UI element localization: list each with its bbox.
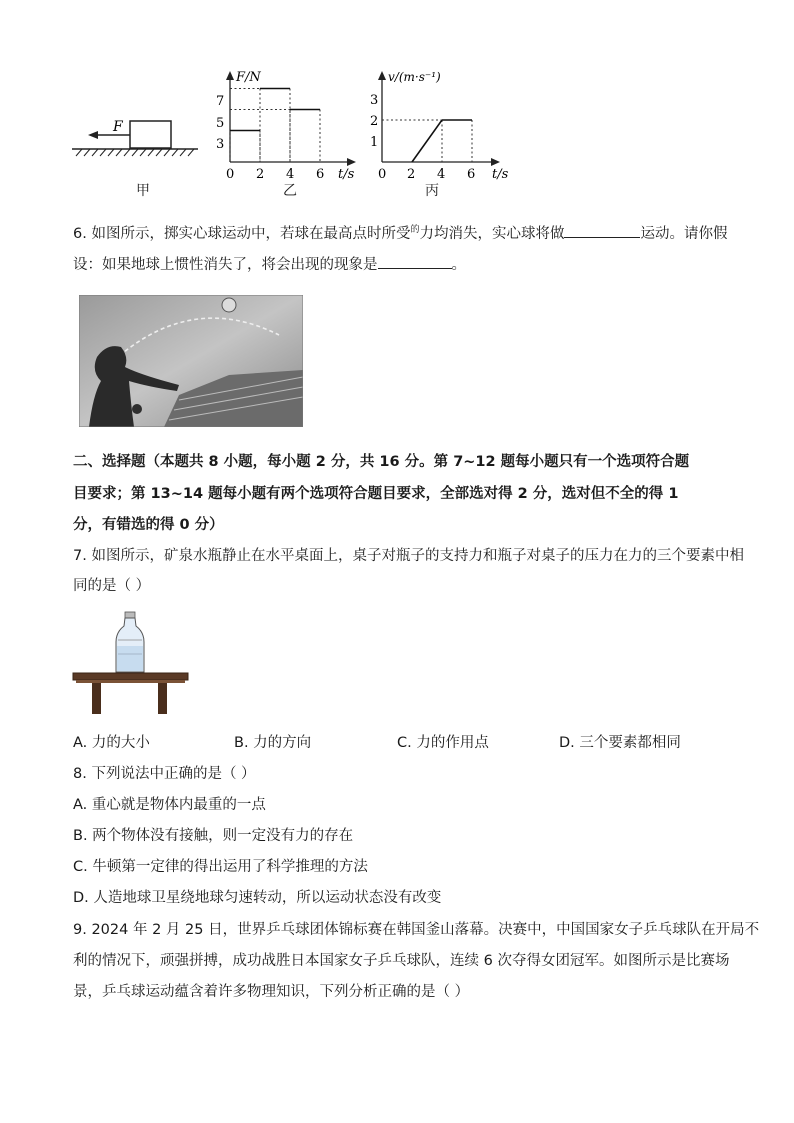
water-bottle [116, 612, 144, 672]
yi-y-tick: 7 [216, 94, 225, 109]
bing-y-tick: 1 [370, 135, 379, 150]
q8-option-c[interactable]: C. 牛顿第一定律的得出运用了科学推理的方法 [73, 859, 368, 875]
data-segment [412, 120, 442, 162]
table-top [73, 673, 188, 680]
figure-yi-graph [210, 66, 360, 184]
q6-line-1: 6. 如图所示，掷实心球运动中，若球在最高点时所受$^的$力均消失，实心球将做 运动。请你假 [73, 220, 727, 244]
bing-y-arrow [378, 71, 386, 80]
yi-y-axis-label: F/N [236, 70, 261, 85]
q7-option-b[interactable]: B. 力的方向 [234, 735, 312, 751]
figure-yi-caption: 乙 [283, 183, 297, 199]
q8-stem: 8. 下列说法中正确的是（ ） [73, 766, 256, 782]
q7-option-a[interactable]: A. 力的大小 [73, 735, 150, 751]
section2-heading-line-3: 分，有错选的得 0 分） [73, 517, 224, 533]
yi-y-arrow [226, 71, 234, 80]
q7-option-d[interactable]: D. 三个要素都相同 [559, 735, 681, 751]
yi-x-tick: 2 [256, 167, 265, 182]
bing-y-axis-label: v/(m·s⁻¹) [388, 70, 441, 84]
bing-x-tick: 4 [437, 167, 446, 182]
bing-y-tick: 3 [370, 93, 379, 108]
yi-x-tick: 4 [286, 167, 295, 182]
force-label: F [113, 119, 123, 135]
yi-x-axis-label: t/s [338, 167, 355, 182]
yi-y-tick: 5 [216, 116, 225, 131]
section2-heading-line-2: 目要求；第 13~14 题每小题有两个选项符合题目要求，全部选对得 2 分，选对但不全的得 1 [73, 486, 679, 502]
table-leg-right [158, 683, 167, 714]
force-arrow-head [88, 131, 98, 139]
bing-x-tick: 0 [378, 167, 387, 182]
table-apron [76, 680, 185, 683]
bing-x-tick: 6 [467, 167, 476, 182]
block [130, 121, 171, 148]
bing-y-tick: 2 [370, 114, 379, 129]
bing-x-tick: 2 [407, 167, 416, 182]
q7-option-c[interactable]: C. 力的作用点 [397, 735, 489, 751]
q9-line-1: 9. 2024 年 2 月 25 日，世界乒乓球团体锦标赛在韩国釜山落幕。决赛中，中国国家女子乒乓球队在开局不 [73, 922, 760, 938]
figure-jia-caption: 甲 [136, 183, 150, 199]
bing-plot-area [382, 120, 472, 162]
q6-answer-blank-2[interactable] [378, 254, 452, 269]
yi-x-arrow [347, 158, 356, 166]
yi-x-tick: 0 [226, 167, 235, 182]
shot-put-photo [79, 295, 303, 427]
q6-answer-blank-1[interactable] [564, 223, 640, 238]
table-leg-left [92, 683, 101, 714]
q9-line-2: 利的情况下，顽强拼搏，成功战胜日本国家女子乒乓球队，连续 6 次夺得女团冠军。如图所示是比赛场 [73, 953, 730, 969]
bing-x-axis-label: t/s [492, 167, 509, 182]
figure-bing-graph [370, 66, 520, 184]
q6-line-2: 设：如果地球上惯性消失了，将会出现的现象是 。 [73, 254, 466, 275]
q8-option-a[interactable]: A. 重心就是物体内最重的一点 [73, 797, 266, 813]
bottle-on-table-figure [70, 610, 192, 718]
yi-y-tick: 3 [216, 137, 225, 152]
ground-hatching [76, 149, 194, 156]
yi-x-tick: 6 [316, 167, 325, 182]
yi-plot-area [230, 89, 320, 163]
q9-line-3: 景，乒乓球运动蕴含着许多物理知识，下列分析正确的是（ ） [73, 984, 470, 1000]
figure-bing-caption: 丙 [425, 183, 439, 199]
bing-x-arrow [491, 158, 500, 166]
section2-heading-line-1: 二、选择题（本题共 8 小题，每小题 2 分，共 16 分。第 7~12 题每小题只有一个选项符合题 [73, 454, 690, 470]
q8-option-d[interactable]: D. 人造地球卫星绕地球匀速转动，所以运动状态没有改变 [73, 890, 442, 906]
figure-jia-diagram [70, 112, 200, 162]
q7-line-1: 7. 如图所示，矿泉水瓶静止在水平桌面上，桌子对瓶子的支持力和瓶子对桌子的压力在力的三个要素中相 [73, 548, 744, 564]
q8-option-b[interactable]: B. 两个物体没有接触，则一定没有力的存在 [73, 828, 354, 844]
q7-line-2: 同的是（ ） [73, 578, 151, 594]
